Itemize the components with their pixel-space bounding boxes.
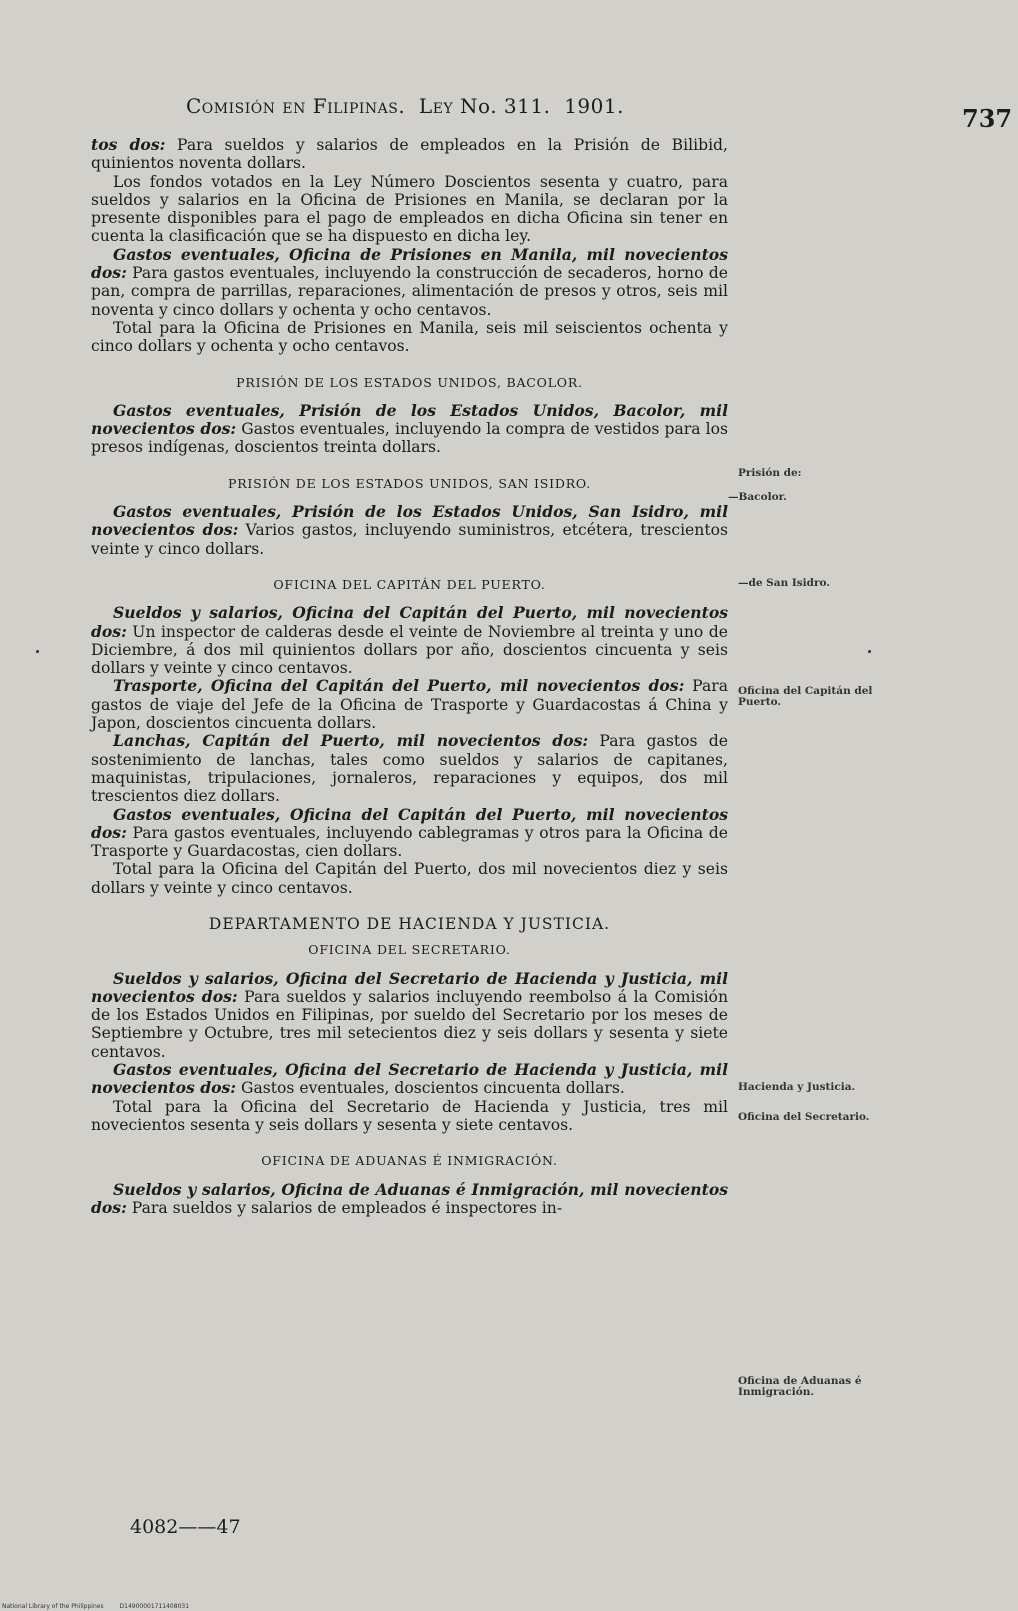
paragraph — [91, 970, 728, 1061]
paragraph-total: Total para la Oficina del Capitán del Puerto, dos mil novecientos diez y seis dollars y veinte y cinco centavos. — [91, 860, 728, 897]
paragraph-lead: Gastos eventuales, Prisión de los Estados Unidos, San Isidro, mil novecientos dos: — [91, 502, 728, 540]
paragraph-lead: tos dos: — [91, 135, 166, 154]
body-text — [91, 136, 728, 1217]
running-head-year: 1901. — [564, 94, 624, 118]
paragraph-text: Varios gastos, incluyendo suministros, etcétera, trescientos veinte y cinco dollars. — [91, 521, 728, 558]
paragraph-text: Para gastos eventuales, incluyendo la construcción de secaderos, horno de pan, compra de parrillas, reparaciones, alimentación de presos y otros, seis mil noventa y cinco dollars y ochenta y ocho centavos. — [91, 264, 728, 319]
library-name: National Library of the Philippines — [2, 1603, 104, 1610]
paragraph-text: Para sueldos y salarios de empleados é inspectores in- — [126, 1198, 563, 1217]
margin-note-hacienda: Hacienda y Justicia. — [738, 1081, 856, 1093]
margin-note-capitan: Oficina del Capitán del Puerto. — [738, 685, 873, 708]
paragraph-text: Para gastos eventuales, incluyendo cablegramas y otros para la Oficina de Trasporte y Guardacostas, cien dollars. — [91, 823, 728, 861]
paragraph-lead: Sueldos y salarios, Oficina del Secretario de Hacienda y Justicia, mil novecientos dos: — [91, 968, 728, 1006]
paragraph-text: Gastos eventuales, doscientos cincuenta dollars. — [236, 1079, 625, 1098]
running-head-law-number: No. 311. — [460, 94, 551, 118]
paragraph — [91, 604, 728, 677]
paragraph — [91, 1061, 728, 1098]
library-strip — [2, 1603, 203, 1610]
section-heading: OFICINA DE ADUANAS É INMIGRACIÓN. — [261, 1153, 558, 1169]
paragraph — [91, 503, 728, 558]
margin-note-bacolor: —Bacolor. — [728, 491, 787, 503]
section-heading: OFICINA DEL CAPITÁN DEL PUERTO. — [273, 576, 546, 592]
page-number: 737 — [962, 104, 1013, 133]
printer-signature: 4082——47 — [130, 1516, 241, 1538]
paragraph-total: Total para la Oficina de Prisiones en Manila, seis mil seiscientos ochenta y cinco dollars y ochenta y ocho centavos. — [91, 318, 728, 356]
running-head-comision: Comisión — [186, 94, 276, 118]
paragraph — [91, 246, 728, 319]
paragraph-text: Para sueldos y salarios de empleados en la Prisión de Bilibid, quinientos noventa dollars. — [91, 136, 728, 173]
running-head-ley: Ley — [418, 94, 454, 118]
running-head-filipinas: Filipinas. — [312, 94, 406, 118]
paragraph — [91, 732, 728, 805]
paragraph-text: Para gastos de viaje del Jefe de la Oficina de Trasporte y Guardacostas á China y Japon, doscientos cincuenta dollars. — [91, 677, 728, 733]
paragraph-text: Gastos eventuales, incluyendo la compra de vestidos para los presos indígenas, doscientos treinta dollars. — [91, 420, 728, 457]
section-heading: PRISIÓN DE LOS ESTADOS UNIDOS, BACOLOR. — [236, 374, 583, 390]
paragraph-text: Un inspector de calderas desde el veinte de Noviembre al treinta y uno de Diciembre, á dos mil quinientos dollars por año, doscientos cincuenta y seis dollars y veinte y cinco centavos. — [91, 622, 728, 678]
section-heading: OFICINA DEL SECRETARIO. — [308, 942, 511, 958]
paragraph — [91, 806, 728, 861]
running-head-en: en — [282, 94, 306, 118]
paragraph-lead: Trasporte, Oficina del Capitán del Puerto, mil novecientos dos: — [113, 676, 685, 696]
paragraph-lead: Sueldos y salarios, Oficina de Aduanas é Inmigración, mil novecientos dos: — [91, 1179, 728, 1217]
paragraph: Los fondos votados en la Ley Número Doscientos sesenta y cuatro, para sueldos y salarios en la Oficina de Prisiones en Manila, se declaran por la presente disponibles para el pago de empleados en dicha Oficina sin tener en cuenta la clasificación que se ha dispuesto en dicha ley. — [91, 172, 728, 246]
department-heading: DEPARTAMENTO DE HACIENDA Y JUSTICIA. — [208, 914, 611, 933]
paragraph-text: Para sueldos y salarios incluyendo reembolso á la Comisión de los Estados Unidos en Filipinas, por sueldo del Secretario por los meses de Septiembre y Octubre, tres mil setecientos diez y seis dollars y sesenta y siete centavos. — [91, 987, 728, 1061]
scan-id: D14900001711408031 — [119, 1603, 190, 1610]
scan-speck — [36, 650, 39, 653]
margin-note-san-isidro: —de San Isidro. — [738, 577, 831, 589]
margin-note-secretario: Oficina del Secretario. — [738, 1111, 870, 1123]
margin-note-prision: Prisión de: — [738, 467, 802, 479]
section-heading: PRISIÓN DE LOS ESTADOS UNIDOS, SAN ISIDRO. — [227, 475, 591, 491]
paragraph-lead: Lanchas, Capitán del Puerto, mil novecientos dos: — [113, 731, 589, 751]
paragraph-lead: Gastos eventuales, Oficina de Prisiones en Manila, mil novecientos dos: — [91, 244, 728, 283]
margin-note-aduanas: Oficina de Aduanas é Inmigración. — [738, 1375, 862, 1398]
paragraph — [91, 136, 728, 173]
paragraph — [91, 402, 728, 457]
paragraph-total: Total para la Oficina del Secretario de Hacienda y Justicia, tres mil novecientos sesenta y seis dollars y sesenta y siete centavos. — [91, 1097, 728, 1134]
paragraph-lead: Gastos eventuales, Oficina del Secretario de Hacienda y Justicia, mil novecientos dos: — [91, 1060, 728, 1098]
scan-speck — [868, 650, 871, 653]
paragraph — [91, 1181, 728, 1218]
paragraph-text: Para gastos de sostenimiento de lanchas, tales como sueldos y salarios de capitanes, maquinistas, tripulaciones, jornaleros, reparaciones y equipos, dos mil trescientos diez dollars. — [91, 732, 729, 806]
running-head — [186, 94, 624, 118]
paragraph — [91, 677, 728, 732]
paragraph-lead: Gastos eventuales, Prisión de los Estados Unidos, Bacolor, mil novecientos dos: — [91, 400, 728, 439]
paragraph-lead: Sueldos y salarios, Oficina del Capitán del Puerto, mil novecientos dos: — [91, 603, 728, 641]
paragraph-lead: Gastos eventuales, Oficina del Capitán del Puerto, mil novecientos dos: — [91, 804, 728, 842]
